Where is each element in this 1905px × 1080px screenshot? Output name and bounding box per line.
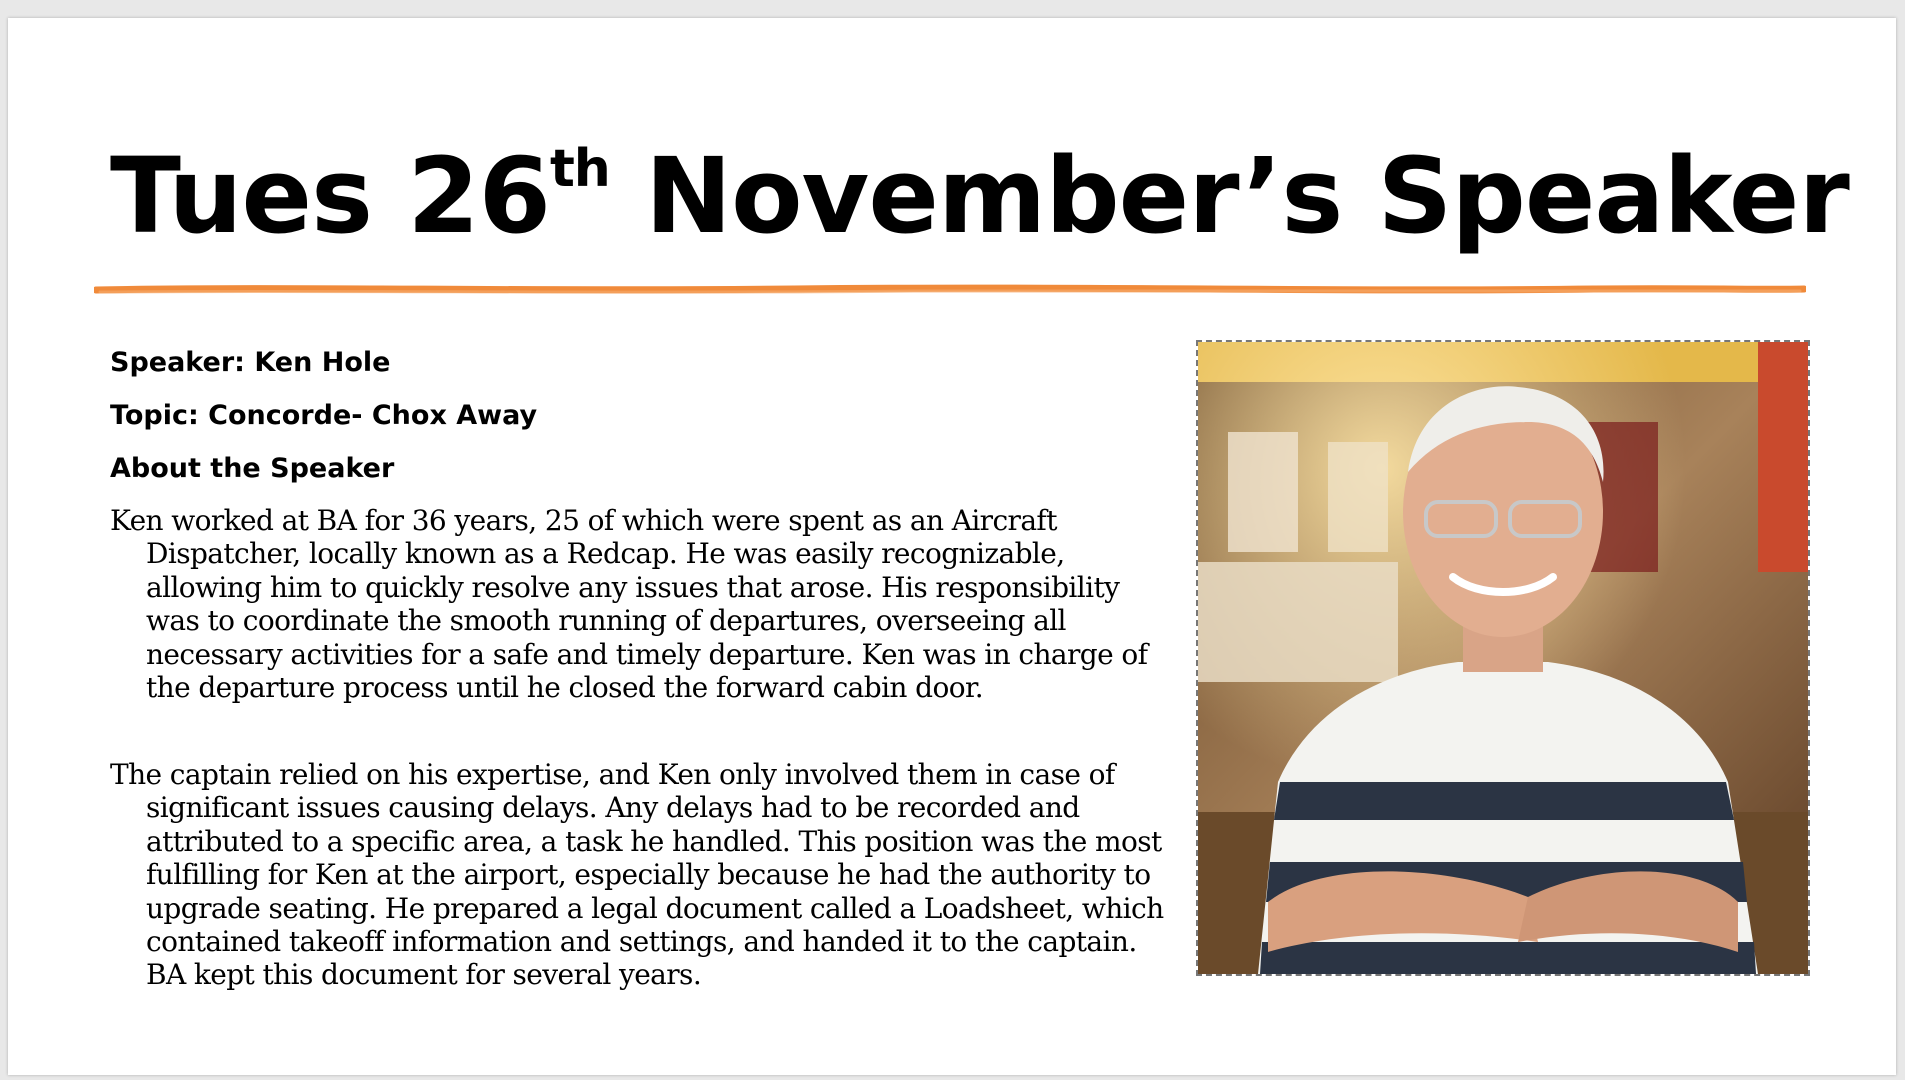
title-date: Tues 26 (110, 135, 550, 257)
speaker-name: Speaker: Ken Hole (110, 347, 391, 378)
bio-paragraph-2: The captain relied on his expertise, and Ken only involved them in case of significant issues causing delays. Any delays had to be recorded and attributed to a specific area, a task he handled. This position was the most fulfilling for Ken at the airport, especially because he had the authority to upgrade seating. He prepared a legal document called a Loadsheet, which contained takeoff information and settings, and handed it to the captain. BA kept this document for several years. (110, 758, 1164, 992)
title-ordinal-suffix: th (549, 139, 610, 200)
talk-topic: Topic: Concorde- Chox Away (110, 400, 538, 431)
title-underline (94, 280, 1806, 300)
slide (8, 18, 1896, 1075)
about-heading: About the Speaker (110, 453, 395, 484)
bio-paragraph-1: Ken worked at BA for 36 years, 25 of which were spent as an Aircraft Dispatcher, locally known as a Redcap. He was easily recognizable, allowing him to quickly resolve any issues that arose. His responsibility was to coordinate the smooth running of departures, overseeing all necessary activities for a safe and timely departure. Ken was in charge of the departure process until he closed the forward cabin door. (110, 504, 1148, 705)
slide-title (110, 135, 1849, 257)
speaker-photo (1196, 340, 1810, 976)
speaker-photo-illustration (1198, 342, 1808, 974)
title-rest: November’s Speaker (609, 135, 1849, 257)
